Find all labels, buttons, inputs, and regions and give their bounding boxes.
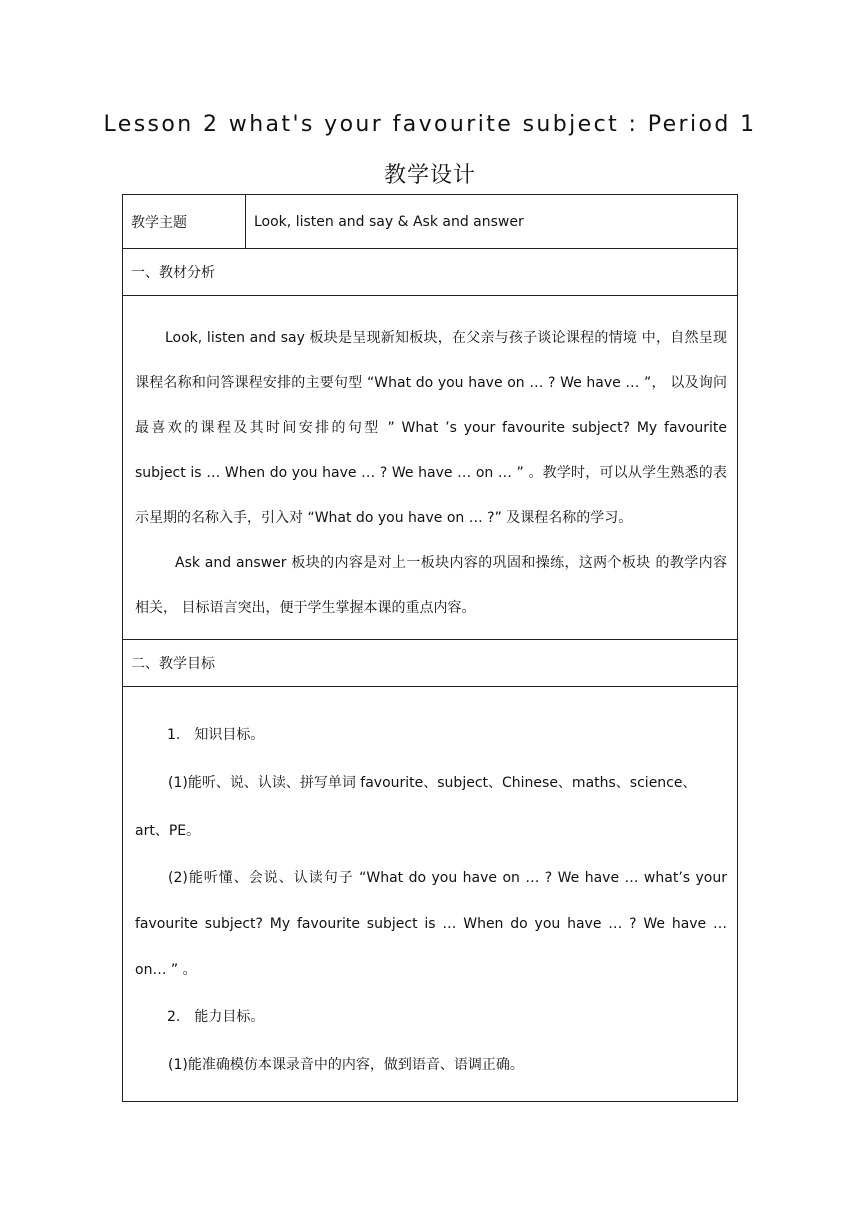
section-heading-row — [123, 640, 738, 687]
goal-subitem: (2)能听懂、会说、认读句子 “What do you have on … ? We have … what’s your favourite subject? My favourite subject is … When do you have … ? We have … on… ” 。 — [135, 870, 727, 978]
teaching-goals-body — [123, 687, 738, 1102]
goal-item-ability: 2. 能力目标。 — [167, 1009, 265, 1025]
section-body-row — [123, 296, 738, 640]
section-heading-row — [123, 249, 738, 296]
goal-subitem: (1)能听、说、认读、拼写单词 favourite、subject、Chinese、maths、science、 art、PE。 — [135, 775, 697, 839]
lesson-plan-table — [122, 194, 738, 1102]
section-heading-material-analysis: 一、教材分析 — [123, 249, 738, 296]
topic-value: Look, listen and say & Ask and answer — [246, 195, 738, 249]
topic-row — [123, 195, 738, 249]
section-heading-teaching-goals: 二、教学目标 — [123, 640, 738, 687]
goal-subitem: (1)能准确模仿本课录音中的内容，做到语音、语调正确。 — [168, 1057, 524, 1073]
document-subtitle: 教学设计 — [383, 163, 476, 188]
section-body-row — [123, 687, 738, 1102]
topic-label: 教学主题 — [123, 195, 246, 249]
material-analysis-body — [123, 296, 738, 640]
goal-item-knowledge: 1. 知识目标。 — [167, 727, 265, 743]
document-title: Lesson 2 what's your favourite subject : Period 1 — [103, 112, 757, 137]
material-analysis-paragraph-2: Ask and answer 板块的内容是对上一板块内容的巩固和操练，这两个板块 的教学内容相关， 目标语言突出，便于学生掌握本课的重点内容。 — [135, 555, 727, 616]
material-analysis-paragraph-1: Look, listen and say 板块是呈现新知板块，在父亲与孩子谈论课程的情境 中，自然呈现课程名称和问答课程安排的主要句型 “What do you have on … ? We have … ”， 以及询问最喜欢的课程及其时间安排的句型 ” What ’s your favourite subject? My favourite subject is … When do you have … ? We have … on … ” 。教学时，可以从学生熟悉的表示星期的名称入手，引入对 “What do you have on … ?” 及课程名称的学习。 — [135, 330, 727, 526]
